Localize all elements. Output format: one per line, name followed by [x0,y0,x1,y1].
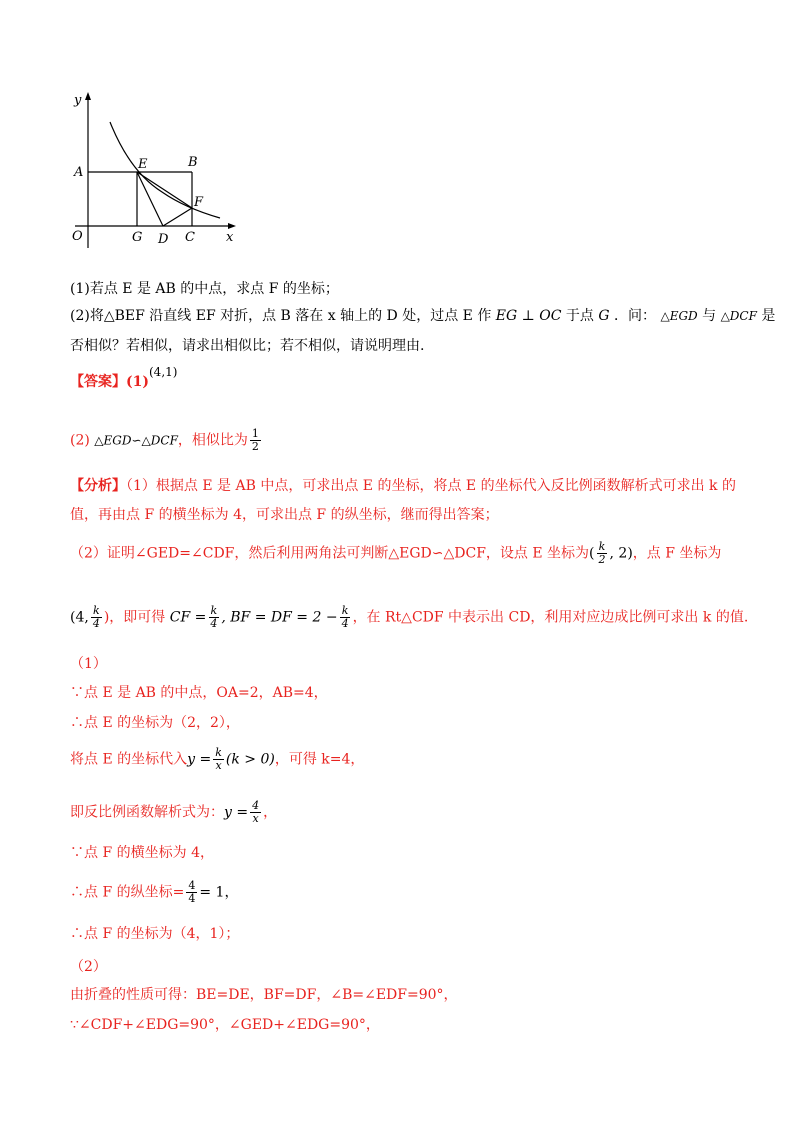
analysis-frac-cf [208,605,219,630]
answer-line-1 [70,365,178,392]
solution-frac-kx [213,747,224,772]
label-D: D [158,232,169,247]
solution-frac-kx-den: x [215,759,222,772]
solution-frac-44 [186,880,197,905]
solution-line-8: ∴点 F 的坐标为（4，1）； [70,926,240,942]
analysis-line-2: 值，再由点 F 的横坐标为 4，可求出点 F 的纵坐标，继而得出答案； [70,507,499,523]
label-C: C [185,230,195,245]
answer-1-value: (4,1) [149,365,178,379]
label-x: x [226,230,234,245]
analysis-text-4d: , BF = DF = 2 − [221,609,338,626]
segment-DF [163,208,192,226]
x-axis-arrow [228,223,236,229]
question-2-text-b: 于点 [565,308,594,324]
question-2-text-c: ．问： [614,308,657,324]
y-axis-arrow [85,92,91,100]
question-1: (1)若点 E 是 AB 的中点，求点 F 的坐标； [70,281,339,297]
solution-frac-44-num: 4 [188,879,196,892]
label-E: E [138,157,148,172]
geometry-figure [70,88,250,253]
label-O: O [72,229,83,244]
analysis-text-3c: ，点 F 坐标为 [632,545,722,562]
solution-text-5b: ， [263,804,278,821]
solution-line-4 [70,747,364,772]
label-y: y [74,93,82,108]
analysis-text-1: （1）根据点 E 是 AB 中点，可求出点 E 的坐标，将点 E 的坐标代入反比例函数解析式可求出 k 的 [126,478,736,494]
question-2-condition: EG ⊥ OC [495,308,562,324]
solution-line-7 [70,880,238,905]
answer-2-ratio [250,428,261,453]
solution-frac-kx-num: k [215,746,222,759]
analysis-line-1 [70,476,736,496]
label-A: A [74,165,84,180]
question-2-line1 [70,306,775,326]
solution-text-4b: ，可得 k=4， [274,751,365,768]
analysis-frac-k4-den: 4 [92,617,100,630]
analysis-frac-k4-num: k [92,604,100,617]
solution-frac-44-den: 4 [188,892,196,905]
solution-line-1: （1） [70,656,107,672]
solution-line-3: ∴点 E 的坐标为（2，2）， [70,715,240,731]
solution-text-7b: = 1， [199,884,239,901]
label-G: G [132,230,143,245]
answer-2-similarity: △EGD∽△DCF [94,433,178,448]
hyperbola-curve [110,122,220,218]
answer-2-text: ，相似比为 [177,432,248,449]
analysis-text-3b: , 2) [609,545,633,562]
analysis-text-4e: ，在 Rt△CDF 中表示出 CD，利用对应边成比例可求出 k 的值. [352,609,749,626]
answer-line-2 [70,428,263,453]
question-2-line2: 否相似？若相似，请求出相似比；若不相似，请说明理由. [70,338,425,354]
solution-line-2: ∵点 E 是 AB 的中点，OA=2，AB=4， [70,685,328,701]
question-2-text-a: (2)将△BEF 沿直线 EF 对折，点 B 落在 x 轴上的 D 处，过点 E 作 [70,308,492,324]
solution-frac-4x-num: 4 [252,799,260,812]
analysis-frac-bf-num: k [341,604,349,617]
analysis-frac-k2-num: k [598,540,606,553]
analysis-text-3a: （2）证明∠GED=∠CDF，然后利用两角法可判断△EGD∽△DCF，设点 E 坐标为 [70,545,590,562]
analysis-frac-k4 [91,605,102,630]
answer-tag: 【答案】 [70,374,126,390]
label-F: F [194,195,204,210]
solution-text-4a: 将点 E 的坐标代入 [70,751,188,768]
solution-text-5a: 即反比例函数解析式为： [70,804,224,821]
solution-y: y = [187,751,212,768]
question-2-text-d: 与 [702,308,717,324]
analysis-text-4c: CF = [169,609,207,626]
analysis-line-4 [70,605,748,630]
analysis-frac-cf-num: k [210,604,218,617]
solution-y2: y = [224,804,249,821]
analysis-frac-k2 [597,541,608,566]
question-2-triangle-2: △DCF [720,309,757,323]
answer-2-ratio-num: 1 [251,427,259,440]
analysis-tag: 【分析】 [70,478,126,494]
solution-line-9: （2） [70,959,107,975]
solution-line-6: ∵点 F 的横坐标为 4， [70,845,214,861]
question-2-triangle-1: △EGD [660,309,698,323]
label-B: B [188,155,198,170]
analysis-frac-k2-den: 2 [598,553,606,566]
analysis-frac-cf-den: 4 [210,617,218,630]
analysis-text-4a: (4, [70,609,89,626]
question-2-point-G: G [598,308,610,324]
answer-2-ratio-den: 2 [251,440,259,453]
answer-1-prefix: (1) [126,374,149,390]
question-2-text-e: 是 [761,308,776,324]
solution-line-11: ∵∠CDF+∠EDG=90°，∠GED+∠EDG=90°， [70,1017,380,1033]
solution-frac-4x [250,800,261,825]
analysis-frac-bf [340,605,351,630]
analysis-text-4b: )，即可得 [103,609,166,626]
solution-text-7a: ∴点 F 的纵坐标= [70,884,185,901]
analysis-frac-bf-den: 4 [341,617,349,630]
solution-line-5 [70,800,277,825]
solution-condition: (k > 0) [225,751,275,768]
solution-line-10: 由折叠的性质可得：BE=DE，BF=DF，∠B=∠EDF=90°， [70,987,458,1003]
analysis-line-3: （2）证明∠GED=∠CDF，然后利用两角法可判断△EGD∽△DCF，设点 E 坐标为( $\frac{k}{2}$ , 2)，点 F 坐标为 [70,540,722,566]
answer-2-prefix: (2) [70,432,90,449]
solution-frac-4x-den: x [252,812,259,825]
